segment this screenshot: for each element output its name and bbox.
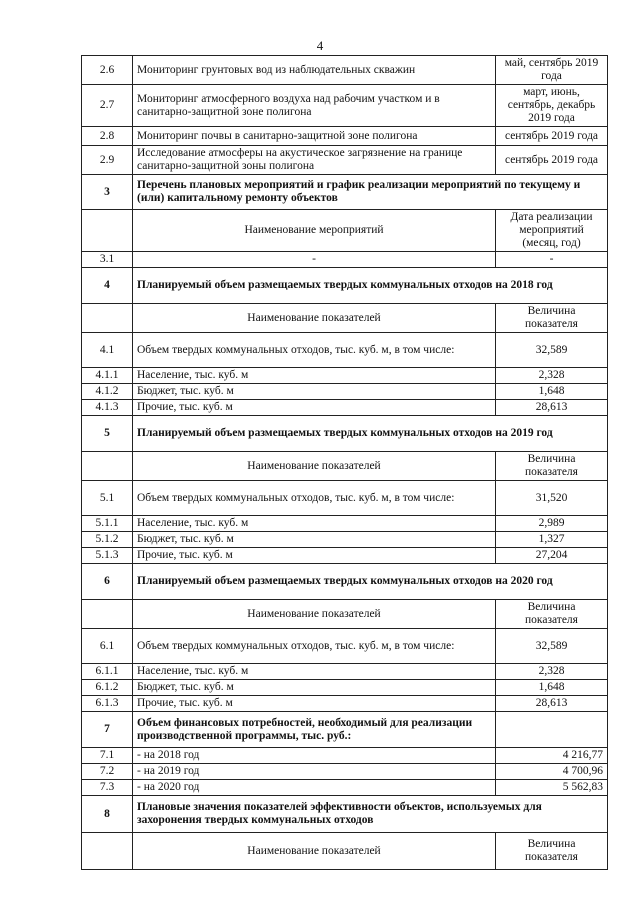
- table-row: [82, 210, 608, 252]
- row-description: Население, тыс. куб. м: [133, 664, 496, 680]
- row-description: Объем твердых коммунальных отходов, тыс. куб. м, в том числе:: [133, 481, 496, 516]
- row-value: 32,589: [496, 629, 608, 664]
- row-value: 2,328: [496, 664, 608, 680]
- row-description: - на 2019 год: [133, 764, 496, 780]
- row-value: [496, 712, 608, 748]
- column-header-value: Величина показателя: [496, 833, 608, 870]
- column-header-value: Величина показателя: [496, 304, 608, 333]
- column-header-value: Величина показателя: [496, 452, 608, 481]
- row-value: 1,327: [496, 532, 608, 548]
- row-number: 7.3: [82, 780, 133, 796]
- table-row: [82, 680, 608, 696]
- column-header-value: Дата реализации мероприятий (месяц, год): [496, 210, 608, 252]
- row-value: сентябрь 2019 года: [496, 146, 608, 175]
- table-row: [82, 56, 608, 85]
- page-number: 4: [316, 38, 324, 53]
- table-row: [82, 146, 608, 175]
- row-value: 31,520: [496, 481, 608, 516]
- program-table: [81, 55, 608, 870]
- row-description: -: [133, 252, 496, 268]
- row-number: 5.1.3: [82, 548, 133, 564]
- row-value: март, июнь, сентябрь, декабрь 2019 года: [496, 85, 608, 127]
- row-description: Население, тыс. куб. м: [133, 516, 496, 532]
- column-header-name: Наименование показателей: [133, 452, 496, 481]
- table-row: [82, 833, 608, 870]
- row-number: 7: [82, 712, 133, 748]
- column-header-name: Наименование показателей: [133, 833, 496, 870]
- row-description: - на 2020 год: [133, 780, 496, 796]
- row-number: 2.6: [82, 56, 133, 85]
- row-value: май, сентябрь 2019 года: [496, 56, 608, 85]
- row-number: 2.7: [82, 85, 133, 127]
- row-number: 2.8: [82, 127, 133, 146]
- table-row: [82, 664, 608, 680]
- row-description: Бюджет, тыс. куб. м: [133, 532, 496, 548]
- row-number: 2.9: [82, 146, 133, 175]
- row-number: 7.1: [82, 748, 133, 764]
- table-row: [82, 748, 608, 764]
- row-number: 6.1: [82, 629, 133, 664]
- row-description: - на 2018 год: [133, 748, 496, 764]
- column-header-value: Величина показателя: [496, 600, 608, 629]
- table-row: [82, 175, 608, 210]
- table-row: [82, 268, 608, 304]
- row-description: Прочие, тыс. куб. м: [133, 696, 496, 712]
- table-row: [82, 796, 608, 833]
- row-description: Объем твердых коммунальных отходов, тыс. куб. м, в том числе:: [133, 629, 496, 664]
- row-description: Бюджет, тыс. куб. м: [133, 384, 496, 400]
- row-number: 4.1: [82, 333, 133, 368]
- row-number: 4: [82, 268, 133, 304]
- row-description: Мониторинг грунтовых вод из наблюдательных скважин: [133, 56, 496, 85]
- row-number-empty: [82, 833, 133, 870]
- table-row: [82, 629, 608, 664]
- row-value: 32,589: [496, 333, 608, 368]
- row-number-empty: [82, 600, 133, 629]
- row-number: 3.1: [82, 252, 133, 268]
- table-row: [82, 481, 608, 516]
- row-number: 4.1.1: [82, 368, 133, 384]
- row-number: 5.1.1: [82, 516, 133, 532]
- row-number-empty: [82, 304, 133, 333]
- row-value: 2,989: [496, 516, 608, 532]
- table-row: [82, 712, 608, 748]
- row-number: 5.1.2: [82, 532, 133, 548]
- row-description: Мониторинг почвы в санитарно-защитной зоне полигона: [133, 127, 496, 146]
- table-row: [82, 780, 608, 796]
- table-row: [82, 452, 608, 481]
- section-title: Перечень плановых мероприятий и график реализации мероприятий по текущему и (или) капитальному ремонту объектов: [133, 175, 608, 210]
- section-title: Плановые значения показателей эффективности объектов, используемых для захоронения твердых коммунальных отходов: [133, 796, 608, 833]
- row-number: 5.1: [82, 481, 133, 516]
- row-value: сентябрь 2019 года: [496, 127, 608, 146]
- row-description: Прочие, тыс. куб. м: [133, 548, 496, 564]
- row-value: 2,328: [496, 368, 608, 384]
- table-row: [82, 127, 608, 146]
- section-title: Планируемый объем размещаемых твердых коммунальных отходов на 2019 год: [133, 416, 608, 452]
- table-row: [82, 696, 608, 712]
- row-value: 4 700,96: [496, 764, 608, 780]
- table-row: [82, 516, 608, 532]
- table-row: [82, 368, 608, 384]
- table-row: [82, 333, 608, 368]
- row-number: 6.1.2: [82, 680, 133, 696]
- row-value: -: [496, 252, 608, 268]
- row-number: 4.1.3: [82, 400, 133, 416]
- table-row: [82, 548, 608, 564]
- section-title: Планируемый объем размещаемых твердых коммунальных отходов на 2018 год: [133, 268, 608, 304]
- table-row: [82, 600, 608, 629]
- column-header-name: Наименование показателей: [133, 600, 496, 629]
- section-title: Объем финансовых потребностей, необходимый для реализации производственной программы, тыс. руб.:: [133, 712, 496, 748]
- table-row: [82, 384, 608, 400]
- row-value: 1,648: [496, 680, 608, 696]
- table-row: [82, 252, 608, 268]
- table-row: [82, 400, 608, 416]
- row-value: 4 216,77: [496, 748, 608, 764]
- row-number-empty: [82, 452, 133, 481]
- table-row: [82, 416, 608, 452]
- row-value: 28,613: [496, 696, 608, 712]
- table-row: [82, 564, 608, 600]
- row-description: Объем твердых коммунальных отходов, тыс. куб. м, в том числе:: [133, 333, 496, 368]
- row-value: 1,648: [496, 384, 608, 400]
- row-description: Население, тыс. куб. м: [133, 368, 496, 384]
- table-row: [82, 304, 608, 333]
- row-value: 28,613: [496, 400, 608, 416]
- row-number-empty: [82, 210, 133, 252]
- table-row: [82, 532, 608, 548]
- row-number: 6.1.3: [82, 696, 133, 712]
- table-row: [82, 85, 608, 127]
- table-row: [82, 764, 608, 780]
- row-number: 8: [82, 796, 133, 833]
- row-description: Мониторинг атмосферного воздуха над рабочим участком и в санитарно-защитной зоне полигона: [133, 85, 496, 127]
- row-value: 5 562,83: [496, 780, 608, 796]
- row-value: 27,204: [496, 548, 608, 564]
- row-number: 5: [82, 416, 133, 452]
- row-number: 3: [82, 175, 133, 210]
- row-description: Прочие, тыс. куб. м: [133, 400, 496, 416]
- row-number: 6.1.1: [82, 664, 133, 680]
- row-description: Исследование атмосферы на акустическое загрязнение на границе санитарно-защитной зоны полигона: [133, 146, 496, 175]
- column-header-name: Наименование мероприятий: [133, 210, 496, 252]
- row-number: 7.2: [82, 764, 133, 780]
- row-description: Бюджет, тыс. куб. м: [133, 680, 496, 696]
- row-number: 6: [82, 564, 133, 600]
- row-number: 4.1.2: [82, 384, 133, 400]
- column-header-name: Наименование показателей: [133, 304, 496, 333]
- section-title: Планируемый объем размещаемых твердых коммунальных отходов на 2020 год: [133, 564, 608, 600]
